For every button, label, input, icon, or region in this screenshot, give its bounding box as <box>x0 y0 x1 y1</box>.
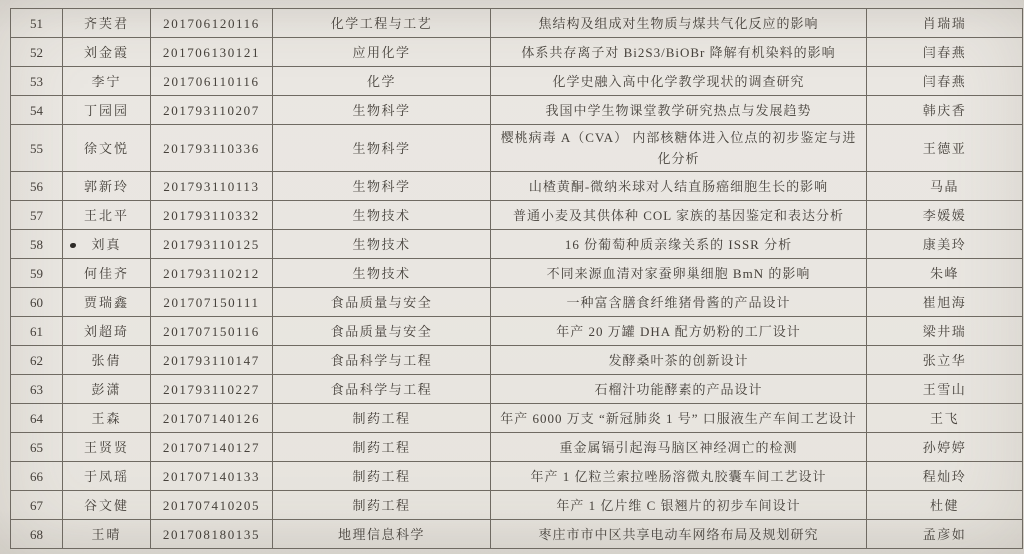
table-row <box>11 96 1023 125</box>
table-row <box>11 462 1023 491</box>
advisor-cell: 张立华 <box>867 346 1023 375</box>
row-number-cell: 62 <box>11 346 63 375</box>
row-number-cell: 63 <box>11 375 63 404</box>
major-cell: 食品科学与工程 <box>273 375 491 404</box>
advisor-cell: 王德亚 <box>867 125 1023 172</box>
student-id-cell: 201707150116 <box>151 317 273 346</box>
table-row <box>11 317 1023 346</box>
student-name-cell: 刘超琦 <box>63 317 151 346</box>
student-id-cell: 201707410205 <box>151 491 273 520</box>
major-cell: 生物技术 <box>273 230 491 259</box>
major-cell: 食品质量与安全 <box>273 317 491 346</box>
student-id-cell: 201793110332 <box>151 201 273 230</box>
thesis-title-cell: 樱桃病毒 A（CVA） 内部核糖体进入位点的初步鉴定与进化分析 <box>491 125 867 172</box>
major-cell: 食品科学与工程 <box>273 346 491 375</box>
student-id-cell: 201793110113 <box>151 172 273 201</box>
advisor-cell: 孟彦如 <box>867 520 1023 549</box>
student-name-cell: 于凤瑶 <box>63 462 151 491</box>
table-row <box>11 520 1023 549</box>
row-number-cell: 58 <box>11 230 63 259</box>
thesis-title-cell: 焦结构及组成对生物质与煤共气化反应的影响 <box>491 9 867 38</box>
major-cell: 化学 <box>273 67 491 96</box>
student-id-cell: 201793110207 <box>151 96 273 125</box>
student-name-cell: 丁园园 <box>63 96 151 125</box>
table-row <box>11 67 1023 96</box>
row-number-cell: 53 <box>11 67 63 96</box>
student-name-cell: 刘金霞 <box>63 38 151 67</box>
advisor-cell: 杜健 <box>867 491 1023 520</box>
student-name-cell: 李宁 <box>63 67 151 96</box>
advisor-cell: 马晶 <box>867 172 1023 201</box>
table-row <box>11 38 1023 67</box>
major-cell: 生物技术 <box>273 201 491 230</box>
advisor-cell: 李媛媛 <box>867 201 1023 230</box>
table-row <box>11 172 1023 201</box>
table-row <box>11 259 1023 288</box>
table-row <box>11 346 1023 375</box>
student-id-cell: 201706120116 <box>151 9 273 38</box>
row-number-cell: 68 <box>11 520 63 549</box>
advisor-cell: 康美玲 <box>867 230 1023 259</box>
student-name-cell: 何佳齐 <box>63 259 151 288</box>
major-cell: 生物科学 <box>273 96 491 125</box>
student-name-cell: 郭新玲 <box>63 172 151 201</box>
table-row <box>11 404 1023 433</box>
major-cell: 制药工程 <box>273 404 491 433</box>
thesis-table-body <box>11 9 1023 549</box>
major-cell: 生物科学 <box>273 125 491 172</box>
thesis-title-cell: 16 份葡萄种质亲缘关系的 ISSR 分析 <box>491 230 867 259</box>
row-number-cell: 56 <box>11 172 63 201</box>
major-cell: 制药工程 <box>273 462 491 491</box>
thesis-title-cell: 发酵桑叶茶的创新设计 <box>491 346 867 375</box>
table-row <box>11 201 1023 230</box>
student-name-cell: 王贤贤 <box>63 433 151 462</box>
thesis-title-cell: 年产 20 万罐 DHA 配方奶粉的工厂设计 <box>491 317 867 346</box>
major-cell: 生物技术 <box>273 259 491 288</box>
advisor-cell: 王雪山 <box>867 375 1023 404</box>
thesis-title-cell: 年产 1 亿粒兰索拉唑肠溶微丸胶囊车间工艺设计 <box>491 462 867 491</box>
table-row <box>11 288 1023 317</box>
student-name-cell: 贾瑞鑫 <box>63 288 151 317</box>
table-row <box>11 491 1023 520</box>
student-name-cell: 王晴 <box>63 520 151 549</box>
student-id-cell: 201793110227 <box>151 375 273 404</box>
row-number-cell: 57 <box>11 201 63 230</box>
table-row <box>11 230 1023 259</box>
advisor-cell: 朱峰 <box>867 259 1023 288</box>
student-name-cell: 徐文悦 <box>63 125 151 172</box>
student-id-cell: 201707140127 <box>151 433 273 462</box>
thesis-title-cell: 不同来源血清对家蚕卵巢细胞 BmN 的影响 <box>491 259 867 288</box>
table-row <box>11 125 1023 172</box>
major-cell: 制药工程 <box>273 433 491 462</box>
thesis-title-cell: 普通小麦及其供体种 COL 家族的基因鉴定和表达分析 <box>491 201 867 230</box>
major-cell: 化学工程与工艺 <box>273 9 491 38</box>
row-number-cell: 55 <box>11 125 63 172</box>
advisor-cell: 王飞 <box>867 404 1023 433</box>
thesis-title-cell: 我国中学生物课堂教学研究热点与发展趋势 <box>491 96 867 125</box>
advisor-cell: 梁井瑞 <box>867 317 1023 346</box>
major-cell: 食品质量与安全 <box>273 288 491 317</box>
row-number-cell: 59 <box>11 259 63 288</box>
advisor-cell: 孙婷婷 <box>867 433 1023 462</box>
student-name-cell: 谷文健 <box>63 491 151 520</box>
advisor-cell: 闫春燕 <box>867 67 1023 96</box>
student-id-cell: 201793110147 <box>151 346 273 375</box>
thesis-assignment-table <box>10 8 1023 549</box>
row-number-cell: 51 <box>11 9 63 38</box>
student-id-cell: 201707140126 <box>151 404 273 433</box>
table-row <box>11 433 1023 462</box>
student-id-cell: 201793110125 <box>151 230 273 259</box>
student-name-cell: 彭潇 <box>63 375 151 404</box>
major-cell: 地理信息科学 <box>273 520 491 549</box>
thesis-title-cell: 石榴汁功能酵素的产品设计 <box>491 375 867 404</box>
advisor-cell: 肖瑞瑞 <box>867 9 1023 38</box>
student-id-cell: 201707140133 <box>151 462 273 491</box>
major-cell: 应用化学 <box>273 38 491 67</box>
thesis-title-cell: 化学史融入高中化学教学现状的调查研究 <box>491 67 867 96</box>
student-id-cell: 201706110116 <box>151 67 273 96</box>
student-name-cell: 刘真 <box>63 230 151 259</box>
advisor-cell: 程灿玲 <box>867 462 1023 491</box>
table-row <box>11 375 1023 404</box>
row-number-cell: 54 <box>11 96 63 125</box>
student-name-cell: 张倩 <box>63 346 151 375</box>
student-name-cell: 王北平 <box>63 201 151 230</box>
row-number-cell: 61 <box>11 317 63 346</box>
advisor-cell: 崔旭海 <box>867 288 1023 317</box>
student-name-cell: 齐芙君 <box>63 9 151 38</box>
row-number-cell: 67 <box>11 491 63 520</box>
table-row <box>11 9 1023 38</box>
student-id-cell: 201708180135 <box>151 520 273 549</box>
advisor-cell: 韩庆香 <box>867 96 1023 125</box>
thesis-title-cell: 一种富含膳食纤维猪骨酱的产品设计 <box>491 288 867 317</box>
student-id-cell: 201793110336 <box>151 125 273 172</box>
student-id-cell: 201706130121 <box>151 38 273 67</box>
thesis-title-cell: 山楂黄酮-微纳米球对人结直肠癌细胞生长的影响 <box>491 172 867 201</box>
thesis-title-cell: 体系共存离子对 Bi2S3/BiOBr 降解有机染料的影响 <box>491 38 867 67</box>
student-id-cell: 201793110212 <box>151 259 273 288</box>
row-number-cell: 60 <box>11 288 63 317</box>
row-number-cell: 65 <box>11 433 63 462</box>
thesis-title-cell: 年产 1 亿片维 C 银翘片的初步车间设计 <box>491 491 867 520</box>
thesis-title-cell: 年产 6000 万支 “新冠肺炎 1 号” 口服液生产车间工艺设计 <box>491 404 867 433</box>
major-cell: 生物科学 <box>273 172 491 201</box>
thesis-title-cell: 重金属镉引起海马脑区神经凋亡的检测 <box>491 433 867 462</box>
row-number-cell: 66 <box>11 462 63 491</box>
thesis-title-cell: 枣庄市市中区共享电动车网络布局及规划研究 <box>491 520 867 549</box>
student-id-cell: 201707150111 <box>151 288 273 317</box>
major-cell: 制药工程 <box>273 491 491 520</box>
advisor-cell: 闫春燕 <box>867 38 1023 67</box>
student-name-cell: 王森 <box>63 404 151 433</box>
row-number-cell: 64 <box>11 404 63 433</box>
row-number-cell: 52 <box>11 38 63 67</box>
